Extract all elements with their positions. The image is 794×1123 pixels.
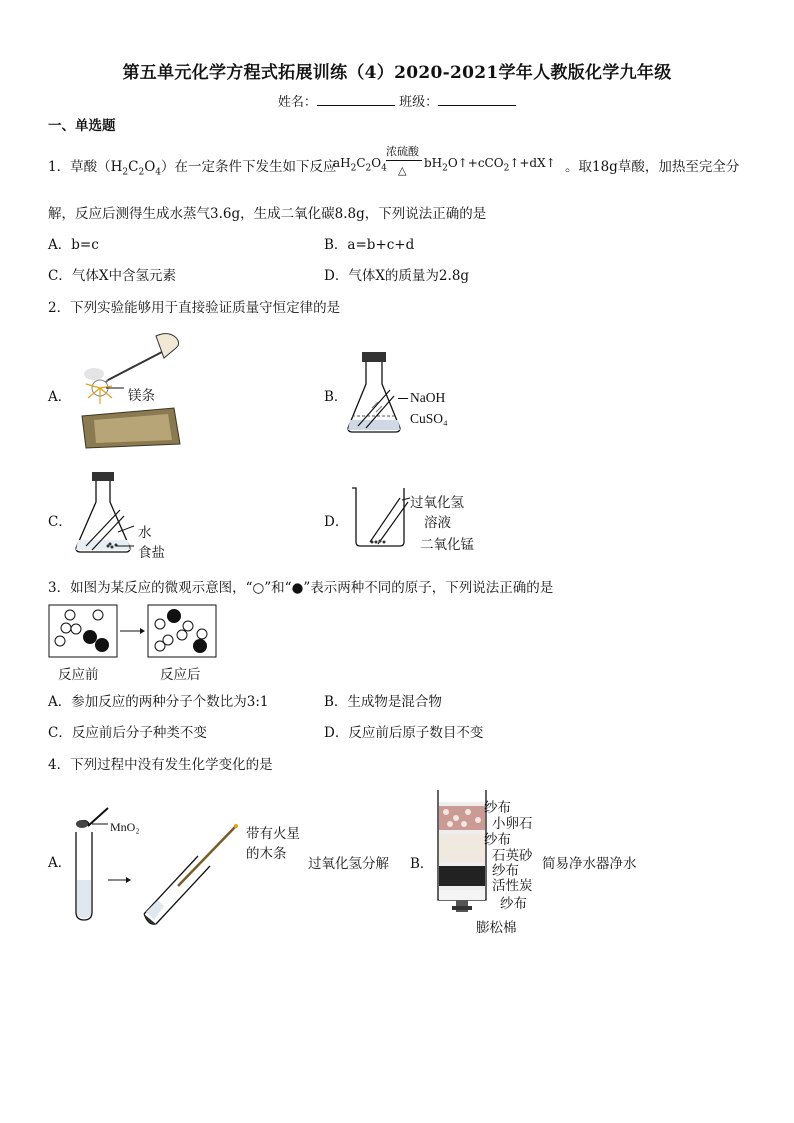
beaker-peroxide-illustration: [348, 484, 414, 550]
q2-d-label-solution: 溶液: [424, 515, 451, 531]
q4-stem: 4．下列过程中没有发生化学变化的是: [48, 757, 273, 773]
q2-d-label-peroxide: 过氧化氢: [410, 495, 464, 511]
q2-b-leader-1: [398, 398, 408, 399]
layer-label: 活性炭: [492, 878, 533, 894]
q1-option-b[interactable]: B．a=b+c+d: [324, 237, 415, 253]
q1-option-d[interactable]: D．气体X的质量为2.8g: [324, 268, 470, 284]
q1-option-c[interactable]: C．气体X中含氢元素: [48, 268, 176, 284]
class-blank[interactable]: [438, 93, 516, 106]
layer-label: 纱布: [492, 863, 519, 879]
layer-label: 石英砂: [492, 848, 533, 864]
name-blank[interactable]: [317, 93, 395, 106]
q4-stick-label-1: 带有火星: [246, 826, 300, 842]
q2-c-label-salt: 食盐: [138, 545, 165, 561]
q3-option-b[interactable]: B．生成物是混合物: [324, 694, 442, 710]
q2-option-b[interactable]: B．: [324, 389, 348, 405]
q3-after-label: 反应后: [160, 667, 201, 683]
layer-label: 纱布: [484, 832, 511, 848]
reaction-micro-diagram: [48, 604, 218, 658]
q4-option-a[interactable]: A．: [48, 855, 72, 871]
section-heading: 一、单选题: [48, 118, 116, 134]
q4-a-caption: 过氧化氢分解: [308, 856, 389, 872]
peroxide-decomposition-illustration: [68, 802, 248, 926]
q3-stem: 3．如图为某反应的微观示意图，“○”和“●”表示两种不同的原子，下列说法正确的是: [48, 580, 554, 596]
erlenmeyer-flask-naoh-illustration: [344, 350, 404, 436]
q1-equation: $aH_2C_2O_4$: [333, 156, 387, 174]
q2-d-label-mno2: 二氧化锰: [420, 537, 474, 553]
name-label: 姓名：: [277, 95, 317, 110]
q3-option-c[interactable]: C．反应前后分子种类不变: [48, 725, 207, 741]
class-label: 班级：: [399, 95, 439, 110]
q1-stem: 1．草酸$(H_2C_2O_4)$在一定条件下发生如下反应: [48, 159, 337, 178]
q4-mno2-label: MnO₂: [110, 820, 140, 834]
q1-heat: △: [398, 164, 407, 177]
q3-before-label: 反应前: [58, 667, 99, 683]
student-info: [0, 91, 794, 110]
q4-stick-label-2: 的木条: [246, 846, 287, 862]
q2-a-label: 镁条: [128, 388, 155, 404]
q1-stem-line2: 解，反应后测得生成水蒸气3.6g，生成二氧化碳8.8g，下列说法正确的是: [48, 206, 487, 222]
layer-label: 纱布: [500, 896, 527, 912]
q1-arrow-line: [386, 160, 422, 161]
q1-catalyst: 浓硫酸: [386, 145, 419, 158]
q2-b-label-cuso4: CuSO₄: [410, 411, 448, 426]
layer-label: 纱布: [484, 800, 511, 816]
water-filter-illustration: [432, 788, 492, 924]
q4-b-caption: 简易净水器净水: [542, 856, 637, 872]
page-title: 第五单元化学方程式拓展训练（4）2020-2021学年人教版化学九年级: [122, 63, 672, 83]
q1-stem-tail: 。取18g草酸，加热至完全分: [565, 159, 740, 175]
q2-c-label-water: 水: [138, 525, 152, 541]
q1-option-a[interactable]: A．b=c: [48, 237, 99, 253]
q2-option-d[interactable]: D．: [324, 514, 349, 530]
layer-label: 膨松棉: [476, 920, 517, 936]
q4-option-b[interactable]: B．: [410, 856, 434, 872]
q1-products: $bH_2O↑+cCO_2↑+dX↑$: [424, 156, 556, 174]
flask-water-salt-illustration: [72, 472, 136, 556]
q2-option-a[interactable]: A．: [48, 389, 72, 405]
q2-option-c[interactable]: C．: [48, 514, 72, 530]
layer-label: 小卵石: [492, 816, 533, 832]
q3-option-d[interactable]: D．反应前后原子数目不变: [324, 725, 484, 741]
q2-stem: 2．下列实验能够用于直接验证质量守恒定律的是: [48, 300, 341, 316]
q2-b-label-naoh: NaOH: [410, 390, 446, 405]
q3-option-a[interactable]: A．参加反应的两种分子个数比为3:1: [48, 694, 269, 710]
